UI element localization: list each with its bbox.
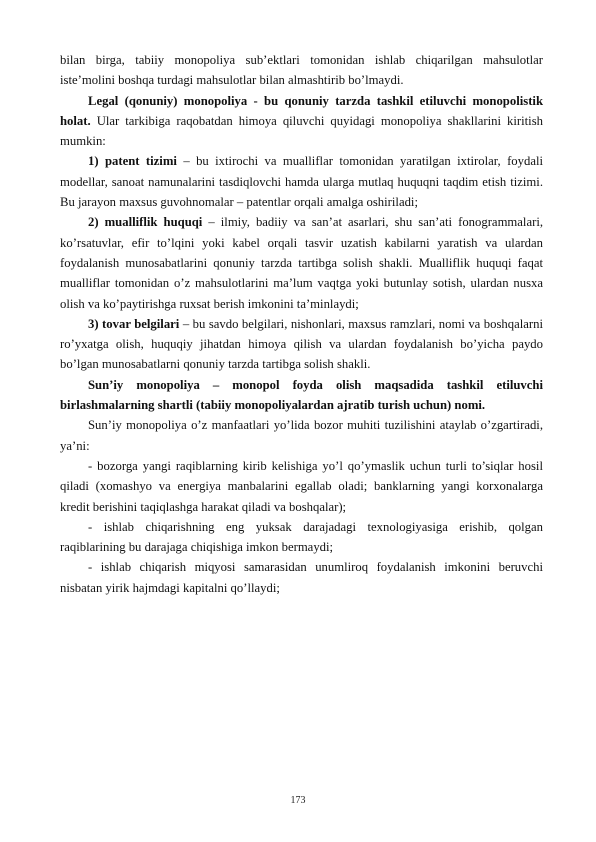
- document-body: [60, 50, 543, 598]
- term-copyright: 2) mualliflik huquqi: [88, 215, 203, 230]
- paragraph-text: Sun’iy monopoliya o’z manfaatlari yo’lida bozor muhiti tuzilishini ataylab o’zgartiradi, ya’ni:: [60, 418, 543, 453]
- paragraph-text: – bu savdo belgilari, nishonlari, maxsus ramzlari, nomi va boshqalarni ro’yxatga olish, huquqiy jihatdan himoya qilish va ulardan foydalanish bo’yicha paydo bo’lgan munosabatlarni qonuniy tarzda tartibga solish shakli.: [60, 316, 543, 372]
- paragraph-text: – bu ixtirochi va mualliflar tomonidan yaratilgan ixtirolar, foydali modellar, sanoat namunalarini tasdiqlovchi hamda ularga mutlaq huquqni taqdim etish tizimi. Bu jarayon maxsus guvohnomalar – patentlar orqali amalga oshiriladi;: [60, 154, 544, 210]
- paragraph-trademarks: [60, 314, 543, 375]
- term-trademarks: 3) tovar belgilari: [88, 316, 180, 331]
- paragraph-text: – ilmiy, badiiy va san’at asarlari, shu san’ati fonogrammalari, ko’rsatuvlar, efir to’lqini yoki kabel orqali tasvir uzatish kabilarni yaratish va ulardan foydalanish munosabatlarini qonuniy tarzda tartibga solish shakli. Mualliflik huquqi faqat mualliflar tomonidan o’z mahsulotlarini ma’lum vaqtga yoki butunlay sotish, ulardan nusxa olish va ko’paytirishga ruxsat berish imkonini ta’minlaydi;: [60, 215, 544, 311]
- paragraph-patent-system: [60, 151, 543, 212]
- paragraph-legal-monopoly: [60, 91, 543, 152]
- paragraph-copyright: [60, 212, 543, 313]
- paragraph-text: - ishlab chiqarish miqyosi samarasidan unumliroq foydalanish imkonini beruvchi nisbatan yirik hajmdagi kapitalni qo’llaydi;: [60, 560, 543, 595]
- paragraph-text: bilan birga, tabiiy monopoliya sub’ektlari tomonidan ishlab chiqarilgan mahsulotlar iste’molini boshqa turdagi mahsulotlar bilan almashtirib bo’lmaydi.: [60, 53, 543, 88]
- term-artificial-monopoly: Sun’iy monopoliya – monopol foyda olish maqsadida tashkil etiluvchi birlashmalarning shartli (tabiiy monopoliyalardan ajratib turish uchun) nomi.: [60, 377, 543, 413]
- page-number: 173: [290, 795, 306, 806]
- list-item-barriers: [60, 456, 543, 517]
- paragraph-text: Ular tarkibiga raqobatdan himoya qiluvchi quyidagi monopoliya shakllarini kiritish mumkin:: [60, 113, 543, 149]
- paragraph-artificial-monopoly-definition: [60, 375, 543, 416]
- paragraph-continuation: [60, 50, 543, 91]
- list-item-capital: [60, 557, 543, 598]
- list-item-technology: [60, 517, 543, 558]
- paragraph-artificial-monopoly-intro: [60, 415, 543, 456]
- paragraph-text: - bozorga yangi raqiblarning kirib kelishiga yo’l qo’ymaslik uchun turli to’siqlar hosil qiladi (xomashyo va energiya manbalarini egallab oladi; banklarning yangi korxonalarga kredit berishini taqiqlashga harakat qiladi va boshqalar);: [60, 458, 543, 514]
- term-patent-system: 1) patent tizimi: [88, 154, 177, 169]
- paragraph-text: - ishlab chiqarishning eng yuksak darajadagi texnologiyasiga erishib, qolgan raqiblarining bu darajaga chiqishiga imkon bermaydi;: [60, 519, 543, 555]
- term-legal-monopoly: Legal (qonuniy) monopoliya - bu qonuniy tarzda tashkil etiluvchi monopolistik holat.: [60, 93, 543, 128]
